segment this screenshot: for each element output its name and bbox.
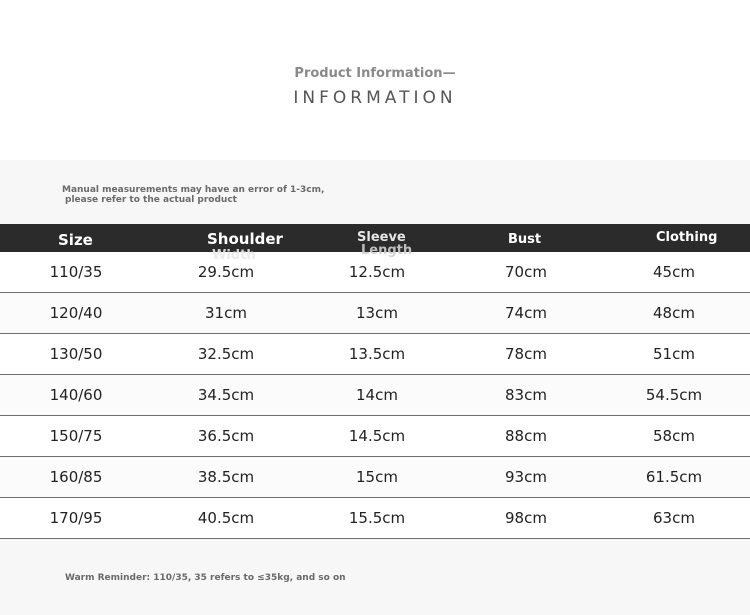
table-row (0, 457, 750, 498)
cell-clothing: 61.5cm (645, 468, 703, 486)
cell-clothing: 54.5cm (645, 386, 703, 404)
cell-bust: 88cm (505, 427, 547, 445)
measurement-note (62, 185, 382, 205)
table-header: Size Shoulder Sleeve Bust Clothing (0, 224, 750, 252)
cell-size: 130/50 (49, 345, 103, 363)
information-title: INFORMATION (293, 88, 457, 108)
cell-clothing: 63cm (653, 509, 695, 527)
product-information-subtitle: Product Information— (294, 66, 456, 81)
cell-shoulder: 31cm (205, 304, 247, 322)
cell-clothing: 58cm (653, 427, 695, 445)
cell-shoulder: 40.5cm (197, 509, 255, 527)
cell-size: 150/75 (49, 427, 103, 445)
cell-bust: 98cm (505, 509, 547, 527)
table-row (0, 293, 750, 334)
cell-bust: 93cm (505, 468, 547, 486)
cell-shoulder: 29.5cm (197, 263, 255, 281)
cell-bust: 83cm (505, 386, 547, 404)
cell-bust: 74cm (505, 304, 547, 322)
header-shoulder-second-line: Width (212, 248, 256, 263)
cell-sleeve: 13cm (356, 304, 398, 322)
table-row (0, 375, 750, 416)
cell-sleeve: 14.5cm (348, 427, 406, 445)
cell-clothing: 45cm (653, 263, 695, 281)
cell-size: 120/40 (49, 304, 103, 322)
table-row (0, 416, 750, 457)
cell-clothing: 51cm (653, 345, 695, 363)
cell-size: 160/85 (49, 468, 103, 486)
cell-clothing: 48cm (653, 304, 695, 322)
cell-shoulder: 36.5cm (197, 427, 255, 445)
cell-bust: 70cm (505, 263, 547, 281)
measurement-note-line1: Manual measurements may have an error of 1-3cm, (62, 185, 325, 195)
cell-sleeve: 13.5cm (348, 345, 406, 363)
cell-size: 140/60 (49, 386, 103, 404)
table-row (0, 498, 750, 539)
cell-sleeve: 12.5cm (348, 263, 406, 281)
cell-sleeve: 14cm (356, 386, 398, 404)
header-sleeve-second-line: Length (361, 243, 413, 258)
table-row (0, 252, 750, 293)
table-row (0, 334, 750, 375)
cell-shoulder: 38.5cm (197, 468, 255, 486)
size-table-body (0, 252, 750, 539)
cell-shoulder: 32.5cm (197, 345, 255, 363)
measurement-note-line2: please refer to the actual product (65, 195, 237, 205)
cell-shoulder: 34.5cm (197, 386, 255, 404)
cell-size: 110/35 (49, 263, 103, 281)
cell-size: 170/95 (49, 509, 103, 527)
warm-reminder: Warm Reminder: 110/35, 35 refers to ≤35kg, and so on (65, 573, 346, 583)
cell-bust: 78cm (505, 345, 547, 363)
cell-sleeve: 15cm (356, 468, 398, 486)
cell-sleeve: 15.5cm (348, 509, 406, 527)
